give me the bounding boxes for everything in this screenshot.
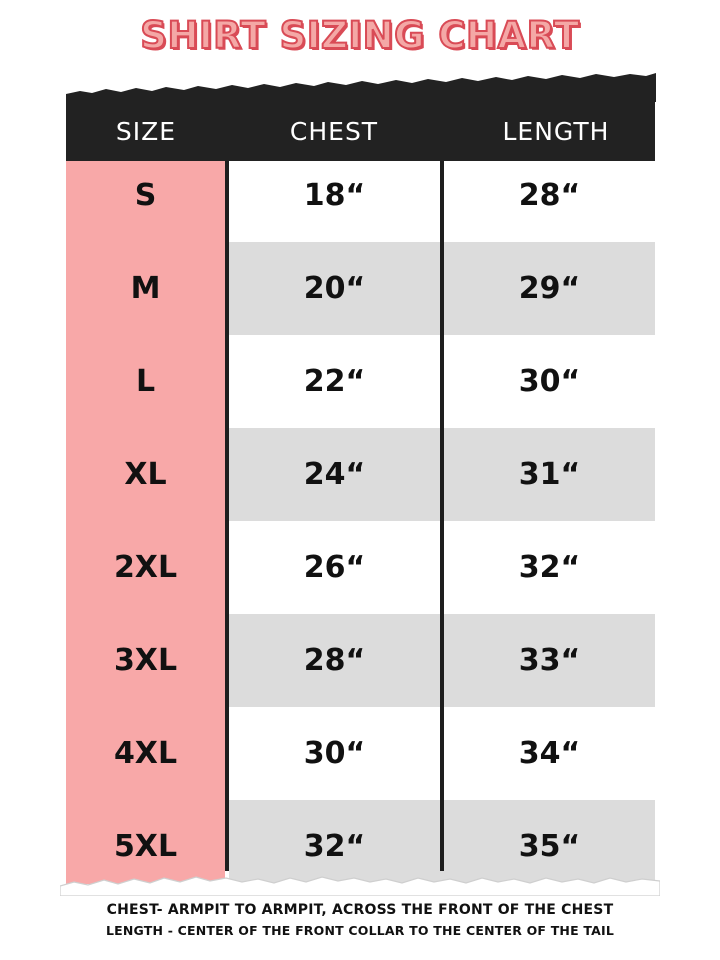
length-cell: 29“ <box>518 271 581 306</box>
table-row <box>0 428 720 521</box>
chest-cell: 26“ <box>303 550 366 585</box>
chest-cell: 24“ <box>303 457 366 492</box>
length-cell: 34“ <box>518 736 581 771</box>
torn-paper-bottom-edge <box>60 866 660 896</box>
table-row <box>0 242 720 335</box>
size-cell: 5XL <box>113 829 178 864</box>
chest-cell: 28“ <box>303 643 366 678</box>
size-cell: S <box>134 178 157 213</box>
size-cell: 4XL <box>113 736 178 771</box>
chest-cell: 30“ <box>303 736 366 771</box>
size-cell: M <box>130 271 161 306</box>
length-cell: 35“ <box>518 829 581 864</box>
length-cell: 31“ <box>518 457 581 492</box>
size-cell: L <box>135 364 156 399</box>
table-row <box>0 521 720 614</box>
chest-cell: 20“ <box>303 271 366 306</box>
length-cell: 32“ <box>518 550 581 585</box>
chest-cell: 32“ <box>303 829 366 864</box>
length-cell: 33“ <box>518 643 581 678</box>
column-divider <box>225 161 229 871</box>
header-chest: CHEST <box>289 117 379 146</box>
size-cell: XL <box>124 457 167 492</box>
chart-title: SHIRT SIZING CHART <box>140 14 580 57</box>
table-row <box>0 707 720 800</box>
size-cell: 2XL <box>113 550 178 585</box>
chest-cell: 22“ <box>303 364 366 399</box>
chest-measurement-note: CHEST- ARMPIT TO ARMPIT, ACROSS THE FRONT OF THE CHEST <box>106 902 614 918</box>
length-measurement-note: LENGTH - CENTER OF THE FRONT COLLAR TO THE CENTER OF THE TAIL <box>105 923 615 938</box>
length-cell: 30“ <box>518 364 581 399</box>
length-cell: 28“ <box>518 178 581 213</box>
table-row <box>0 149 720 242</box>
chest-cell: 18“ <box>303 178 366 213</box>
size-cell: 3XL <box>113 643 178 678</box>
torn-paper-top-edge <box>66 72 656 102</box>
table-row <box>0 614 720 707</box>
table-row <box>0 335 720 428</box>
column-divider <box>440 161 444 871</box>
header-size: SIZE <box>115 117 177 146</box>
header-length: LENGTH <box>502 117 610 146</box>
